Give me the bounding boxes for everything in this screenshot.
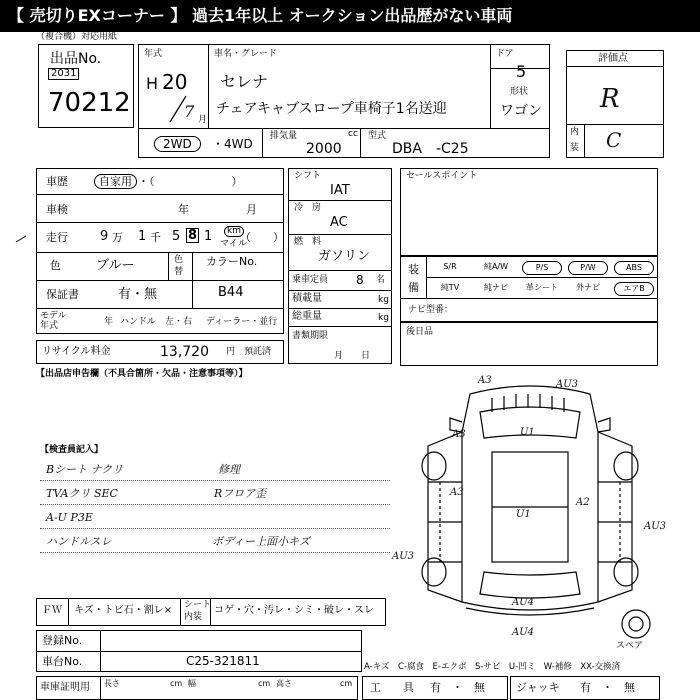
- cert-length: 長さ: [104, 679, 120, 688]
- mileage-unit-km: km: [224, 226, 244, 237]
- mileage-d5: 1: [204, 229, 213, 244]
- tool-value: 有 ・ 無: [430, 681, 485, 694]
- inspection-label: 車検: [46, 203, 68, 216]
- warranty-label: 保証書: [46, 288, 79, 301]
- year-value: 20: [162, 70, 188, 94]
- mileage-unit-mile: マイル: [220, 239, 247, 249]
- fw-label: ＦＷ: [42, 605, 62, 616]
- spare-label: スペア: [616, 641, 644, 651]
- inspector-right-4: ボディー上面小キズ: [212, 535, 310, 548]
- banner-text: 【 売切りEXコーナー 】 過去1年以上 オークション出品歴がない車両: [8, 6, 513, 25]
- recycle-value: 13,720: [160, 344, 209, 360]
- details-box: [36, 168, 284, 334]
- interior-value: C: [606, 128, 622, 152]
- jack-value: 有 ・ 無: [580, 681, 635, 694]
- docs-label: 書類期限: [292, 331, 329, 341]
- damage-mark: U1: [520, 427, 535, 438]
- equipment-item: P/W: [568, 261, 608, 275]
- year-slash: [168, 94, 188, 124]
- model-year-label-2: 年式: [40, 321, 59, 331]
- recycle-label: リサイクル料金: [42, 346, 111, 357]
- later-label: 後日品: [406, 327, 434, 337]
- equipment-item: ABS: [614, 261, 654, 275]
- nav-model-label: ナビ型番：: [408, 305, 454, 315]
- damage-mark: A3: [450, 487, 464, 498]
- cert-width-unit: cm: [258, 679, 271, 688]
- seat-text: コゲ・穴・汚レ・シミ・破レ・スレ: [214, 605, 374, 616]
- year-label: 年式: [144, 49, 163, 59]
- model-year-label-1: モデル: [40, 311, 67, 321]
- legend-text: A-キズ C-腐食 E-エクボ S-サビ U-凹ミ W-補修 XX-交換済: [364, 662, 621, 672]
- history-rest: ・（ ）: [138, 175, 243, 188]
- registration-label: 登録No.: [42, 634, 83, 647]
- capacity-value: 8: [356, 273, 364, 287]
- mileage-paren: （ ）: [240, 231, 284, 244]
- year-era: H: [146, 74, 159, 93]
- mileage-u2: 千: [150, 231, 161, 244]
- displacement-unit: cc: [348, 129, 358, 139]
- door-value: 5: [516, 62, 527, 81]
- mileage-d1: 9: [100, 229, 109, 244]
- recycle-unit: 円: [226, 347, 236, 357]
- capacity-unit: 名: [376, 275, 386, 285]
- inspector-right-1: 修理: [218, 463, 240, 476]
- score-value: R: [600, 84, 620, 114]
- score-label: 評価点: [598, 53, 628, 64]
- warranty-value: 有・無: [118, 287, 158, 302]
- cert-height-unit: cm: [340, 679, 353, 688]
- fw-scratches: キズ・トビ石・割レ×: [74, 605, 173, 616]
- damage-mark: AU4: [512, 627, 535, 638]
- model-code-label: 型式: [368, 131, 387, 141]
- month-unit: 月: [198, 115, 208, 125]
- inspector-left-4: ハンドルスレ: [46, 535, 112, 548]
- mileage-label: 走行: [46, 231, 68, 244]
- load-label: 積載量: [292, 293, 322, 304]
- lot-number: 70212: [48, 88, 131, 118]
- cert-length-unit: cm: [170, 679, 183, 688]
- chassis-label: 車台No.: [42, 655, 83, 668]
- capacity-label: 乗車定員: [292, 275, 329, 285]
- year-month: 7: [184, 102, 195, 121]
- damage-mark: AU4: [512, 597, 535, 608]
- displacement-value: 2000: [306, 141, 342, 157]
- inspector-left-1: Bシート ナクリ: [46, 463, 124, 476]
- inspection-month: 月: [246, 203, 257, 216]
- lot-small-number: 2031: [48, 68, 79, 80]
- jack-label: ジャッキ: [516, 681, 560, 694]
- mileage-d4: 8: [188, 228, 198, 243]
- equipment-item: 純TV: [440, 283, 460, 292]
- inspector-left-2: TVAクリ SEC: [46, 487, 118, 500]
- seat-label-2: 内装: [184, 612, 203, 622]
- equipment-item: P/S: [522, 261, 562, 275]
- fuel-label: 燃 料: [294, 237, 322, 247]
- seller-notes-label: 【出品店申告欄（不具合箇所・欠品・注意事項等）】: [36, 369, 248, 379]
- shape-value: ワゴン: [500, 103, 542, 119]
- cert-label: 車庫証明用: [40, 682, 90, 693]
- name-label: 車名・グレード: [214, 49, 278, 59]
- cert-height: 高さ: [276, 679, 292, 688]
- equipment-label-2: 備: [408, 281, 419, 294]
- damage-mark: A3: [478, 375, 492, 386]
- drive-4wd: ・4WD: [212, 137, 253, 151]
- chassis-value: C25-321811: [186, 654, 260, 668]
- history-label: 車歴: [46, 175, 68, 188]
- color-label: 色: [50, 259, 61, 272]
- ac-label: 冷 房: [294, 203, 322, 213]
- ac-value: AC: [330, 215, 348, 230]
- mileage-d2: 1: [138, 229, 147, 244]
- damage-mark: AU3: [644, 521, 667, 532]
- later-box: [400, 322, 658, 366]
- color-value: ブルー: [96, 258, 135, 273]
- inspector-left-3: A-U P3E: [46, 511, 93, 524]
- inspector-label: 【検査員記入】: [40, 445, 104, 455]
- shape-label: 形状: [510, 87, 529, 97]
- equipment-item: 純ナビ: [484, 283, 508, 292]
- damage-mark: AU3: [392, 551, 415, 562]
- sales-point-label: セールスポイント: [406, 171, 478, 181]
- model-year-handle: ハンドル 左・右: [120, 317, 193, 327]
- cert-width: 幅: [188, 679, 196, 688]
- color-change-1: 色: [174, 255, 184, 265]
- interior-label-1: 内: [570, 127, 580, 137]
- inspection-year: 年: [178, 203, 189, 216]
- lot-label: 出品No.: [50, 51, 102, 67]
- mileage-u1: 万: [112, 231, 123, 244]
- model-year-year: 年: [104, 317, 114, 327]
- damage-mark: AU3: [556, 379, 579, 390]
- docs-unit: 月 日: [334, 351, 371, 361]
- grade-name: チェアキャブスロープ車椅子1名送迎: [216, 101, 447, 117]
- equipment-label-1: 装: [408, 263, 419, 276]
- recycle-note: 預託済: [244, 347, 272, 357]
- equipment-item: 革シート: [526, 283, 558, 292]
- history-circled: 自家用: [94, 174, 137, 189]
- equipment-item: 外ナビ: [576, 283, 600, 292]
- weight-unit: kg: [378, 313, 389, 323]
- tool-label: 工 具: [370, 681, 414, 694]
- model-year-dealer: ディーラー・並行: [206, 317, 278, 327]
- load-unit: kg: [378, 295, 389, 305]
- damage-mark: A3: [452, 429, 466, 440]
- sales-point-box: [400, 168, 658, 256]
- inspector-right-2: Rフロア歪: [214, 487, 267, 500]
- displacement-label: 排気量: [270, 131, 298, 141]
- model-code-value: DBA -C25: [392, 141, 469, 157]
- equipment-item: S/R: [443, 262, 457, 271]
- equipment-item: エアB: [614, 282, 654, 296]
- model-name: セレナ: [220, 72, 269, 91]
- color-change-2: 替: [174, 267, 184, 277]
- sub-note: （複合機）対応用紙: [36, 32, 118, 42]
- margin-mark: [14, 232, 28, 246]
- weight-label: 総重量: [292, 311, 322, 322]
- damage-mark: A2: [576, 497, 590, 508]
- fuel-value: ガソリン: [318, 249, 371, 264]
- drive-2wd: 2WD: [154, 136, 201, 152]
- color-no-value: B44: [218, 285, 244, 300]
- mileage-d3: 5: [172, 229, 181, 244]
- interior-label-2: 装: [570, 143, 580, 153]
- equipment-item: 純A/W: [483, 262, 509, 271]
- shift-label: シフト: [294, 171, 322, 181]
- color-no-label: カラーNo.: [206, 255, 258, 268]
- damage-mark: U1: [516, 509, 531, 520]
- shift-value: IAT: [330, 183, 350, 198]
- seat-label-1: シート: [184, 600, 212, 610]
- door-label: ドア: [496, 49, 514, 59]
